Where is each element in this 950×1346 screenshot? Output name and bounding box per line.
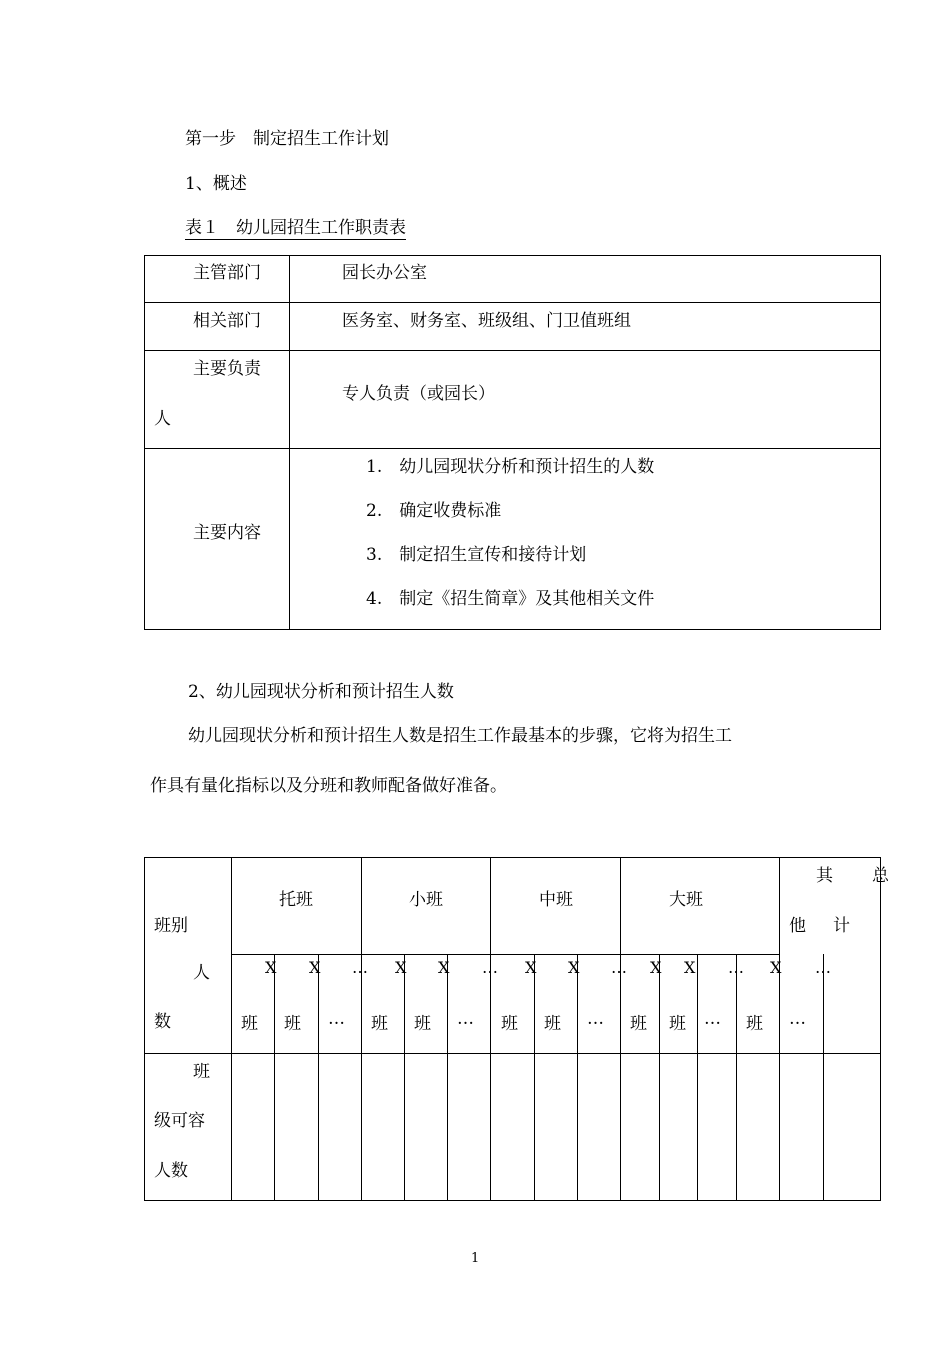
sub-class-label: 班 bbox=[284, 1014, 301, 1034]
sub-x-marker: X bbox=[309, 958, 321, 977]
group-header-zhongban: 中班 bbox=[539, 890, 573, 910]
content-item-3: 3. 制定招生宣传和接待计划 bbox=[366, 545, 587, 565]
corner-people-label-l1: 人 bbox=[193, 963, 210, 983]
sub-x-marker: X bbox=[395, 958, 407, 977]
sub-class-label: 班 bbox=[746, 1014, 763, 1034]
page-number: 1 bbox=[471, 1251, 480, 1266]
group-header-daban: 大班 bbox=[669, 890, 703, 910]
row-value-related-dept: 医务室、财务室、班级组、门卫值班组 bbox=[342, 311, 631, 331]
section-2-paragraph-line-2: 作具有量化指标以及分班和教师配备做好准备。 bbox=[150, 776, 507, 796]
header-other-l1: 其 bbox=[816, 866, 833, 886]
sub-class-label: 班 bbox=[241, 1014, 258, 1034]
sub-x-marker: X bbox=[265, 958, 277, 977]
sub-dots-label: … bbox=[587, 1009, 604, 1029]
sub-x-marker: X bbox=[650, 958, 662, 977]
content-item-4: 4. 制定《招生简章》及其他相关文件 bbox=[366, 589, 655, 609]
sub-class-label: 班 bbox=[371, 1014, 388, 1034]
row-label-related-dept: 相关部门 bbox=[193, 311, 261, 331]
sub-class-label: 班 bbox=[501, 1014, 518, 1034]
row-value-responsible: 专人负责（或园长） bbox=[342, 384, 495, 404]
sub-class-label: 班 bbox=[414, 1014, 431, 1034]
content-item-1: 1. 幼儿园现状分析和预计招生的人数 bbox=[366, 457, 655, 477]
header-total-l2: 计 bbox=[833, 916, 850, 936]
sub-class-label: 班 bbox=[630, 1014, 647, 1034]
row-value-manage-dept: 园长办公室 bbox=[342, 263, 427, 283]
header-other-l2: 他 bbox=[789, 916, 806, 936]
sub-dots-label: … bbox=[704, 1009, 721, 1029]
section-2-paragraph-line-1: 幼儿园现状分析和预计招生人数是招生工作最基本的步骤，它将为招生工 bbox=[188, 726, 732, 746]
row-label-manage-dept: 主管部门 bbox=[193, 263, 261, 283]
header-total-l1: 总 bbox=[872, 866, 889, 886]
capacity-label-l1: 班 bbox=[193, 1062, 210, 1082]
row-label-main-content: 主要内容 bbox=[193, 523, 261, 543]
sub-dots-label: … bbox=[457, 1009, 474, 1029]
sub-dots-label: … bbox=[789, 1009, 806, 1029]
sub-class-label: 班 bbox=[669, 1014, 686, 1034]
content-item-2: 2. 确定收费标准 bbox=[366, 501, 502, 521]
group-header-tuoban: 托班 bbox=[279, 890, 313, 910]
sub-dots-marker: … bbox=[482, 958, 498, 977]
corner-class-label: 班别 bbox=[154, 916, 188, 936]
step-heading: 第一步 制定招生工作计划 bbox=[185, 129, 389, 149]
sub-x-marker: X bbox=[438, 958, 450, 977]
section-1-title: 1、概述 bbox=[185, 174, 247, 194]
row-label-responsible-l2: 人 bbox=[154, 409, 171, 429]
sub-dots-marker: … bbox=[815, 958, 831, 977]
sub-x-marker: X bbox=[525, 958, 537, 977]
sub-dots-marker: … bbox=[728, 958, 744, 977]
sub-dots-label: … bbox=[328, 1009, 345, 1029]
table-1-caption: 表１ 幼儿园招生工作职责表 bbox=[185, 213, 406, 240]
sub-x-marker: X bbox=[568, 958, 580, 977]
capacity-label-l3: 人数 bbox=[154, 1161, 188, 1181]
sub-x-marker: X bbox=[770, 958, 782, 977]
row-label-responsible-l1: 主要负责 bbox=[193, 359, 261, 379]
sub-class-label: 班 bbox=[544, 1014, 561, 1034]
capacity-label-l2: 级可容 bbox=[154, 1111, 205, 1131]
sub-dots-marker: … bbox=[611, 958, 627, 977]
corner-people-label-l2: 数 bbox=[154, 1012, 171, 1032]
section-2-title: 2、幼儿园现状分析和预计招生人数 bbox=[188, 682, 454, 702]
sub-x-marker: X bbox=[684, 958, 696, 977]
sub-dots-marker: … bbox=[352, 958, 368, 977]
group-header-xiaoban: 小班 bbox=[409, 890, 443, 910]
